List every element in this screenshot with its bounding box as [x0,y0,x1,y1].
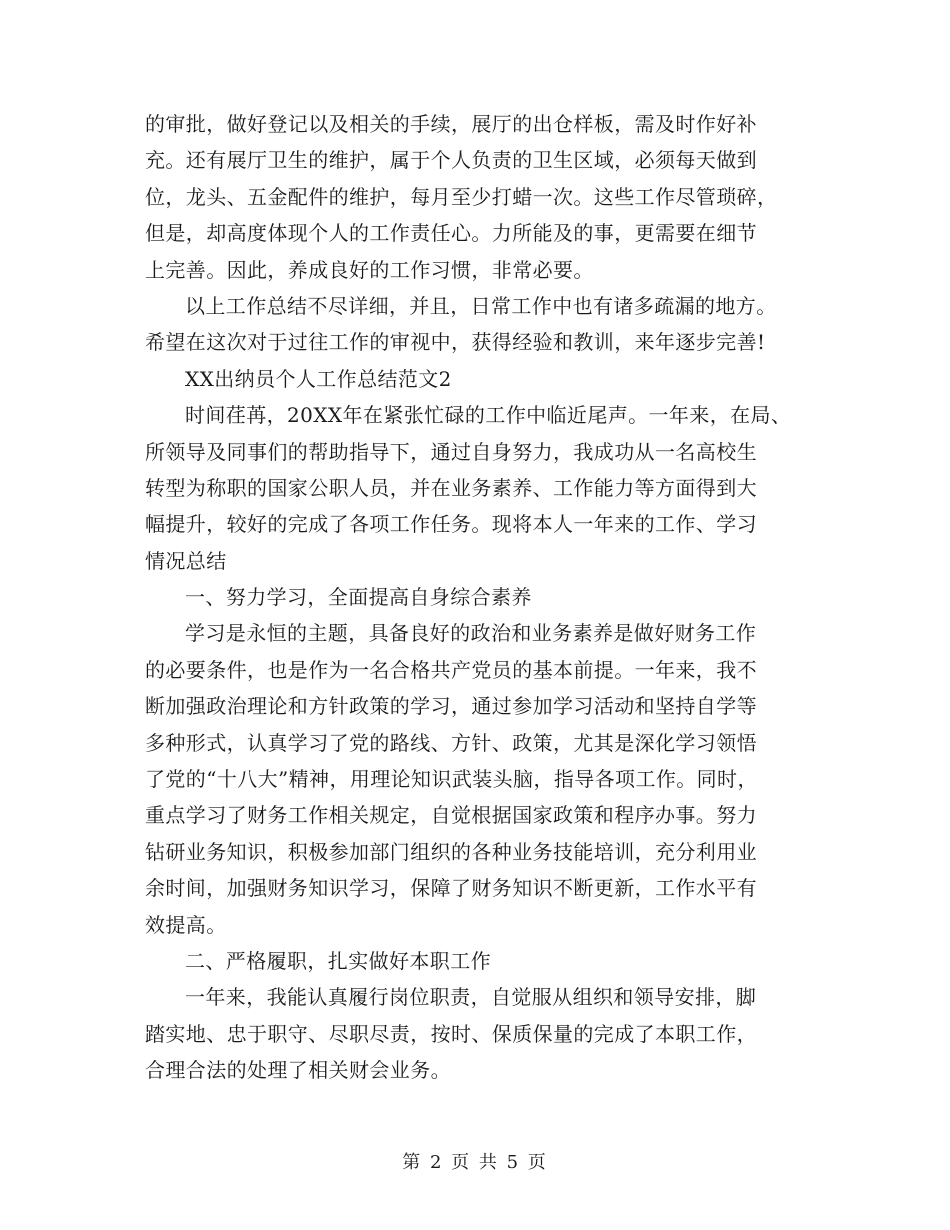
text-line: 余时间，加强财务知识学习，保障了财务知识不断更新，工作水平有 [145,876,757,901]
page-number-footer: 第 2 页 共 5 页 [402,1152,548,1173]
paragraph-start: 学习是永恒的主题，具备良好的政治和业务素养是做好财务工作 [185,621,757,646]
text-line: 充。还有展厅卫生的维护，属于个人负责的卫生区域，必须每天做到 [145,148,757,173]
text-line: 踏实地、忠于职守、尽职尽责，按时、保质保量的完成了本职工作， [145,1021,757,1046]
text-line: 的审批，做好登记以及相关的手续，展厅的出仓样板，需及时作好补 [145,112,757,136]
text-line: 重点学习了财务工作相关规定，自觉根据国家政策和程序办事。努力 [145,803,757,828]
text-line: 的必要条件，也是作为一名合格共产党员的基本前提。一年来，我不 [145,657,757,682]
text-line: 幅提升，较好的完成了各项工作任务。现将本人一年来的工作、学习 [145,512,757,537]
text-line: 转型为称职的国家公职人员，并在业务素养、工作能力等方面得到大 [145,475,757,500]
text-line: 情况总结 [145,548,227,573]
text-line: 合理合法的处理了相关财会业务。 [145,1058,451,1083]
section-heading: 一、努力学习，全面提高自身综合素养 [185,585,532,610]
text-line: 希望在这次对于过往工作的审视中，获得经验和教训，来年逐步完善! [145,330,766,355]
text-line: 钻研业务知识，积极参加部门组织的各种业务技能培训，充分利用业 [145,839,757,864]
text-line: 但是，却高度体现个人的工作责任心。力所能及的事，更需要在细节 [145,221,757,246]
text-line: 效提高。 [145,912,227,937]
text-line: 位，龙头、五金配件的维护，每月至少打蜡一次。这些工作尽管琐碎， [145,184,778,209]
document-body [145,106,825,1089]
paragraph-start: 时间荏苒，20XX年在紧张忙碌的工作中临近尾声。一年来，在局、 [185,403,792,428]
paragraph-start: 一年来，我能认真履行岗位职责，自觉服从组织和领导安排，脚 [185,985,757,1010]
section-title: XX出纳员个人工作总结范文2 [185,366,452,391]
text-line: 断加强政治理论和方针政策的学习，通过参加学习活动和坚持自学等 [145,694,757,719]
paragraph-start: 以上工作总结不尽详细，并且，日常工作中也有诸多疏漏的地方。 [185,293,777,318]
text-line: 所领导及同事们的帮助指导下，通过自身努力，我成功从一名高校生 [145,439,757,464]
text-line: 上完善。因此，养成良好的工作习惯，非常必要。 [145,257,594,282]
text-line: 多种形式，认真学习了党的路线、方针、政策，尤其是深化学习领悟 [145,730,757,755]
text-line: 了党的“十八大”精神，用理论知识武装头脑，指导各项工作。同时， [145,767,758,792]
section-heading: 二、严格履职，扎实做好本职工作 [185,948,491,973]
